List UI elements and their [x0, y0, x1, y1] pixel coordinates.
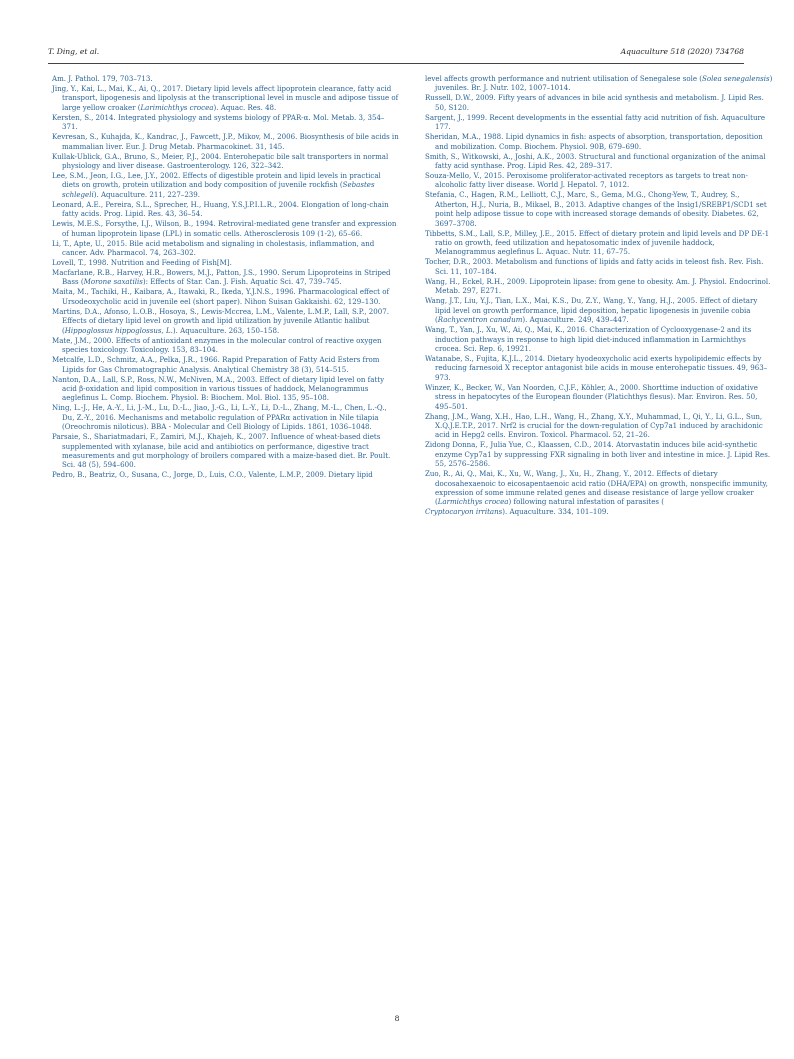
reference-entry[interactable]: Metcalfe, L.D., Schmitz, A.A., Pelka, J.R., 1966. Rapid Preparation of Fatty Acid Esters from Lipids for Gas Chromatographic Analysis. Analytical Chemistry 38 (3), 514–515. — [52, 355, 380, 374]
reference-entry[interactable]: Lovell, T., 1998. Nutrition and Feeding of Fish[M]. — [52, 258, 232, 268]
reference-entry[interactable]: Lewis, M.E.S., Forsythe, I.J., Wilson, B., 1994. Retroviral-mediated gene transfer and expression of human lipoprotein lipase (LPL) in somatic cells. Atherosclerosis 109 (1-2), 65–66. — [52, 219, 397, 238]
reference-entry[interactable]: Tocher, D.R., 2003. Metabolism and functions of lipids and fatty acids in teleost fish. Rev. Fish. Sci. 11, 107–184. — [425, 257, 764, 276]
reference-entry[interactable]: Wang, J.T., Liu, Y.J., Tian, L.X., Mai, K.S., Du, Z.Y., Wang, Y., Yang, H.J., 2005. Effect of dietary lipid level on growth performance, lipid deposition, hepatic lipogenesis in juvenile cobia (Rachycentron canadum). Aquaculture. 249, 439–447. — [425, 296, 758, 325]
reference-entry[interactable]: Smith, S., Witkowski, A., Joshi, A.K., 2003. Structural and functional organization of the animal fatty acid synthase. Prog. Lipid Res. 42, 289–317. — [425, 151, 766, 171]
reference-entry[interactable]: Kevresan, S., Kuhajda, K., Kandrac, J., Fawcett, J.P., Mikov, M., 2006. Biosynthesis of bile acids in mammalian liver. Eur. J. Drug Metab. Pharmacokinet. 31, 145. — [52, 132, 399, 151]
references-left-column — [52, 74, 400, 480]
reference-entry[interactable]: level affects growth performance and nutrient utilisation of Senegalese sole (Solea senegalensis) juveniles. Br. J. Nutr. 102, 1007–1014. — [425, 74, 773, 93]
species-name: Rachycentron canadum — [437, 315, 523, 325]
reference-entry[interactable]: Mate, J.M., 2000. Effects of antioxidant enzymes in the molecular control of reactive oxygen species toxicology. Toxicology. 153, 83–104. — [52, 335, 382, 355]
reference-entry[interactable]: Winzer, K., Becker, W., Van Noorden, C.J.F., Köhler, A., 2000. Shorttime induction of oxidative stress in hepatocytes of the European flounder (Platichthys flesus). Mar. Environ. Res. 50, 495–501. — [425, 382, 758, 411]
reference-entry[interactable]: Martins, D.A., Afonso, L.O.B., Hosoya, S., Lewis-Mccrea, L.M., Valente, L.M.P., Lall, S.P., 2007. Effects of dietary lipid level on growth and lipid utilization by juvenile Atlantic halibut (Hippoglossus hippoglossus, L.). Aquaculture. 263, 150–158. — [52, 306, 389, 335]
reference-entry[interactable]: Cryptocaryon irritans). Aquaculture. 334, 101–109. — [425, 507, 609, 517]
reference-entry[interactable]: Leonard, A.E., Pereira, S.L., Sprecher, H., Huang, Y.S.J.P.I.L.R., 2004. Elongation of long-chain fatty acids. Prog. Lipid. Res. 43, 36–54. — [52, 199, 389, 219]
reference-entry[interactable]: Pedro, B., Beatriz, O., Susana, C., Jorge, D., Luis, C.O., Valente, L.M.P., 2009. Dietary lipid — [52, 470, 373, 480]
species-name: Larimichthys crocea — [140, 102, 214, 112]
reference-entry[interactable]: Wang, H., Eckel, R.H., 2009. Lipoprotein lipase: from gene to obesity. Am. J. Physiol. Endocrinol. Metab. 297, E271. — [425, 276, 771, 296]
species-name: Cryptocaryon irritans — [425, 507, 503, 517]
header-rule — [48, 63, 744, 64]
reference-entry[interactable]: Am. J. Pathol. 179, 703–713. — [52, 74, 153, 83]
references-right-column — [425, 74, 773, 517]
reference-entry[interactable]: Russell, D.W., 2009. Fifty years of advances in bile acid synthesis and metabolism. J. Lipid Res. 50, S120. — [425, 93, 764, 112]
reference-entry[interactable]: Watanabe, S., Fujita, K.J.L., 2014. Dietary hyodeoxycholic acid exerts hypolipidemic effects by reducing farnesoid X receptor antagonist bile acids in mouse enterohepatic tissues. 49, 963–973. — [425, 353, 768, 382]
reference-entry[interactable]: Sargent, J., 1999. Recent developments in the essential fatty acid nutrition of fish. Aquaculture 177. — [425, 112, 766, 132]
reference-entry[interactable]: Zhang, J.M., Wang, X.H., Hao, L.H., Wang, H., Zhang, X.Y., Muhammad, I., Qi, Y., Li, G.L., Sun, X.Q.J.E.T.P., 2017. Nrf2 is crucial for the down-regulation of Cyp7a1 induced by arachidonic acid in Hepg2 cells. Environ. Toxicol. Pharmacol. 52, 21–26. — [425, 411, 763, 440]
species-name: Larmichthys crocea — [437, 497, 509, 507]
species-name: Solea senegalensis — [702, 74, 770, 83]
species-name: Morone saxatilis — [83, 277, 143, 287]
reference-entry[interactable]: Zuo, R., Ai, Q., Mai, K., Xu, W., Wang, J., Xu, H., Zhang, Y., 2012. Effects of dietary docosahexaenoic to eicosapentaenoic acid ratio (DHA/EPA) on growth, nonspecific immunity, expression of some immune related genes and disease resistance of large yellow croaker (Larmichthys crocea) following natural infestation of parasites ( — [425, 469, 768, 507]
reference-entry[interactable]: Wang, T., Yan, J., Xu, W., Ai, Q., Mai, K., 2016. Characterization of Cyclooxygenase-2 and its induction pathways in response to high lipid diet-induced inflammation in Larmichthys crocea. Sci. Rep. 6, 19921. — [425, 325, 752, 353]
reference-entry[interactable]: Stefania, C., Hagen, R.M., Lelliott, C.J., Marc, S., Gema, M.G., Chong-Yew, T., Audrey, S., Atherton, H.J., Nuria, B., Mikael, B., 2013. Adaptive changes of the Insig1/SREBP1/SCD1 set point help adipose tissue to cope with increased storage demands of obesity. Diabetes. 62, 3697–3708. — [425, 190, 767, 228]
reference-entry[interactable]: Souza-Mello, V., 2015. Peroxisome proliferator-activated receptors as targets to treat non-alcoholic fatty liver disease. World J. Hepatol. 7, 1012. — [425, 171, 748, 190]
reference-entry[interactable]: Kullak-Ublick, G.A., Bruno, S., Meier, P.J., 2004. Enterohepatic bile salt transporters in normal physiology and liver disease. Gastroenterology. 126, 322–342. — [52, 151, 389, 171]
running-header-authors: T. Ding, et al. — [48, 47, 100, 56]
species-name: Sebastes schlegeli — [62, 180, 375, 199]
species-name: Hippoglossus hippoglossus, L. — [64, 325, 173, 335]
reference-entry[interactable]: Zidong Donna, F., Julia Yue, C., Klaassen, C.D., 2014. Atorvastatin induces bile acid-synthetic enzyme Cyp7a1 by suppressing FXR signaling in both liver and intestine in mice. J. Lipid Res. 55, 2576–2586. — [425, 440, 771, 469]
page-number: 8 — [394, 1014, 400, 1023]
reference-entry[interactable]: Kersten, S., 2014. Integrated physiology and systems biology of PPAR-α. Mol. Metab. 3, 354–371. — [52, 112, 385, 132]
reference-entry[interactable]: Parsaie, S., Shariatmadari, F., Zamiri, M.J., Khajeh, K., 2007. Influence of wheat-based diets supplemented with xylanase, bile acid and antibiotics on performance, digestive tract measurements and gut morphology of broilers compared with a maize-based diet. Br. Poult. Sci. 48 (5), 594–600. — [52, 432, 391, 470]
reference-entry[interactable]: Maita, M., Tachiki, H., Kaibara, A., Itawaki, R., Ikeda, Y.J.N.S., 1996. Pharmacological effect of Ursodeoxycholic acid in juvenile eel (short paper). Nihon Suisan Gakkaishi. 62, 129–130. — [52, 287, 390, 306]
reference-entry[interactable]: Macfarlane, R.B., Harvey, H.R., Bowers, M.J., Patton, J.S., 1990. Serum Lipoproteins in Striped Bass (Morone saxatilis): Effects of Star. Can. J. Fish. Aquatic Sci. 47, 739–745. — [52, 268, 391, 287]
reference-entry[interactable]: Lee, S.M., Jeon, I.G., Lee, J.Y., 2002. Effects of digestible protein and lipid levels in practical diets on growth, protein utilization and body composition of juvenile rockfish (Sebastes schlegeli). Aquaculture. 211, 227–239. — [52, 171, 381, 199]
reference-entry[interactable]: Li, T., Apte, U., 2015. Bile acid metabolism and signaling in cholestasis, inflammation, and cancer. Adv. Pharmacol. 74, 263–302. — [52, 238, 375, 258]
reference-entry[interactable]: Ning, L.-J., He, A.-Y., Li, J.-M., Lu, D.-L., Jiao, J.-G., Li, L.-Y., Li, D.-L., Zhang, M.-L., Chen, L.-Q., Du, Z.-Y., 2016. Mechanisms and metabolic regulation of PPARα activation in Nile tilapia (Oreochromis niloticus). BBA - Molecular and Cell Biology of Lipids. 1861, 1036–1048. — [52, 403, 387, 432]
reference-entry[interactable]: Jing, Y., Kai, L., Mai, K., Ai, Q., 2017. Dietary lipid levels affect lipoprotein clearance, fatty acid transport, lipogenesis and lipolysis at the transcriptional level in muscle and adipose tissue of large yellow croaker (Larimichthys crocea). Aquac. Res. 48. — [52, 84, 399, 112]
reference-entry[interactable]: Tibbetts, S.M., Lall, S.P., Milley, J.E., 2015. Effect of dietary protein and lipid levels and DP DE-1 ratio on growth, feed utilization and hepatosomatic index of juvenile haddock, Melanogrammus aeglefinus L. Aquac. Nutr. 11, 67–75. — [425, 228, 770, 257]
reference-entry[interactable]: Nanton, D.A., Lall, S.P., Ross, N.W., McNiven, M.A., 2003. Effect of dietary lipid level on fatty acid β-oxidation and lipid composition in various tissues of haddock, Melanogrammus aeglefinus L. Comp. Biochem. Physiol. B: Biochem. Mol. Biol. 135, 95–108. — [52, 374, 385, 403]
reference-entry[interactable]: Sheridan, M.A., 1988. Lipid dynamics in fish: aspects of absorption, transportation, deposition and mobilization. Comp. Biochem. Physiol. 90B, 679–690. — [425, 132, 763, 151]
running-header-journal: Aquaculture 518 (2020) 734768 — [620, 47, 744, 56]
